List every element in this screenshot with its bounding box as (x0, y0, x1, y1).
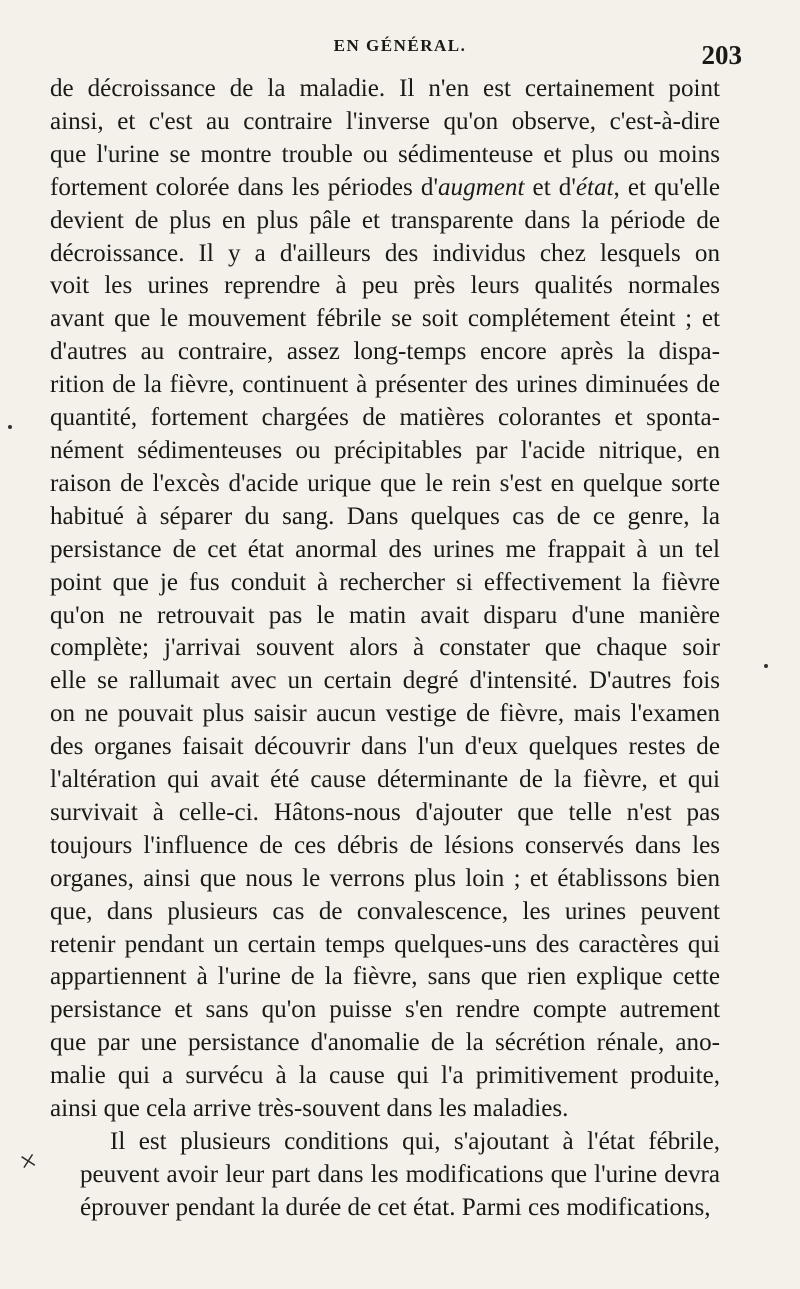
text-line: voit les urines reprendre à peu près leurs qualités normales (50, 272, 720, 300)
text-line: elle se rallumait avec un certain degré d'intensité. D'autres fois (50, 667, 720, 695)
text-line: ainsi que cela arrive très-souvent dans les maladies. (50, 1095, 569, 1123)
margin-speck (764, 664, 768, 668)
text-line: on ne pouvait plus saisir aucun vestige de fièvre, mais l'examen (50, 700, 720, 728)
text-line: que l'urine se montre trouble ou sédimenteuse et plus ou moins (50, 140, 720, 168)
page-number: 203 (701, 40, 742, 70)
text-line: habitué à séparer du sang. Dans quelques cas de ce genre, la (50, 502, 720, 530)
body-text (50, 73, 720, 1225)
margin-speck (8, 425, 12, 429)
text-line: organes, ainsi que nous le verrons plus loin ; et établissons bien (50, 864, 720, 892)
text-line: raison de l'excès d'acide urique que le rein s'est en quelque sorte (50, 469, 720, 497)
text-line: Il est plusieurs conditions qui, s'ajoutant à l'état fébrile, (110, 1128, 720, 1155)
text-line: l'altération qui avait été cause déterminante de la fièvre, et qui (50, 766, 720, 794)
text-line: que, dans plusieurs cas de convalescence, les urines peuvent (50, 897, 720, 925)
paragraph (50, 1126, 720, 1225)
text-line: malie qui a survécu à la cause qui l'a primitivement produite, (50, 1062, 720, 1090)
text-line: point que je fus conduit à rechercher si effectivement la fièvre (50, 568, 720, 596)
text-line: qu'on ne retrouvait pas le matin avait disparu d'une manière (50, 601, 720, 629)
text-line: peuvent avoir leur part dans les modifications que l'urine devra (80, 1160, 720, 1188)
text-line: que par une persistance d'anomalie de la sécrétion rénale, ano- (50, 1029, 720, 1057)
paragraph (50, 73, 720, 1126)
text-segment: et d' (524, 173, 576, 201)
italic-term: augment (438, 173, 525, 201)
text-line: survivait à celle-ci. Hâtons-nous d'ajouter que telle n'est pas (50, 798, 720, 826)
running-title: EN GÉNÉRAL. (333, 36, 467, 55)
text-line: quantité, fortement chargées de matières colorantes et sponta- (50, 404, 720, 432)
text-line: éprouver pendant la durée de cet état. Parmi ces modifications, (80, 1193, 711, 1221)
text-line (50, 172, 720, 205)
text-line: complète; j'arrivai souvent alors à constater que chaque soir (50, 634, 720, 662)
text-line: devient de plus en plus pâle et transparente dans la période de (50, 206, 720, 234)
text-line: rition de la fièvre, continuent à présenter des urines diminuées de (50, 371, 720, 399)
text-segment: fortement colorée dans les périodes d' (50, 173, 438, 201)
text-line: des organes faisait découvrir dans l'un d'eux quelques restes de (50, 733, 720, 761)
text-line: décroissance. Il y a d'ailleurs des individus chez lesquels on (50, 239, 720, 267)
text-line: toujours l'influence de ces débris de lésions conservés dans les (50, 831, 720, 859)
text-line: appartiennent à l'urine de la fièvre, sans que rien explique cette (50, 963, 720, 991)
text-line: nément sédimenteuses ou précipitables par l'acide nitrique, en (50, 436, 720, 464)
margin-cross-mark: × (16, 1143, 41, 1180)
text-line: retenir pendant un certain temps quelques-uns des caractères qui (50, 930, 720, 958)
text-line: ainsi, et c'est au contraire l'inverse qu'on observe, c'est-à-dire (50, 107, 720, 135)
running-head (0, 32, 800, 72)
text-line: de décroissance de la maladie. Il n'en est certainement point (50, 75, 720, 102)
text-segment: , et qu'elle (613, 173, 720, 201)
text-line: persistance de cet état anormal des urines me frappait à un tel (50, 535, 720, 563)
italic-term: état (575, 173, 614, 201)
text-line: avant que le mouvement fébrile se soit complétement éteint ; et (50, 305, 720, 333)
text-line: d'autres au contraire, assez long-temps encore après la dispa- (50, 338, 720, 366)
text-line: persistance et sans qu'on puisse s'en rendre compte autrement (50, 996, 720, 1024)
